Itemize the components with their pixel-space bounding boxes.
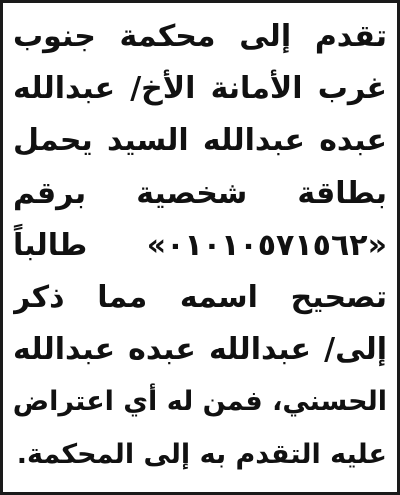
notice-line: عليه التقدم به إلى المحكمة. bbox=[16, 438, 387, 470]
notice-line: تقدم إلى محكمة جنوب bbox=[13, 19, 387, 54]
notice-line: تصحيح اسمه مما ذكر bbox=[13, 279, 387, 315]
notice-line: إلى/ عبدالله عبده عبدالله bbox=[13, 332, 387, 368]
notice-line: غرب الأمانة الأخ/ عبدالله bbox=[13, 71, 387, 107]
notice-line: «٠١٠١٠٥٧١٥٦٢» طالباً bbox=[13, 227, 387, 263]
notice-line: عبده عبدالله السيد يحمل bbox=[13, 123, 387, 159]
notice-line: بطاقة شخصية برقم bbox=[13, 175, 387, 211]
notice-body bbox=[13, 11, 387, 480]
notice-line: الحسني، فمن له أي اعتراض bbox=[13, 386, 387, 418]
